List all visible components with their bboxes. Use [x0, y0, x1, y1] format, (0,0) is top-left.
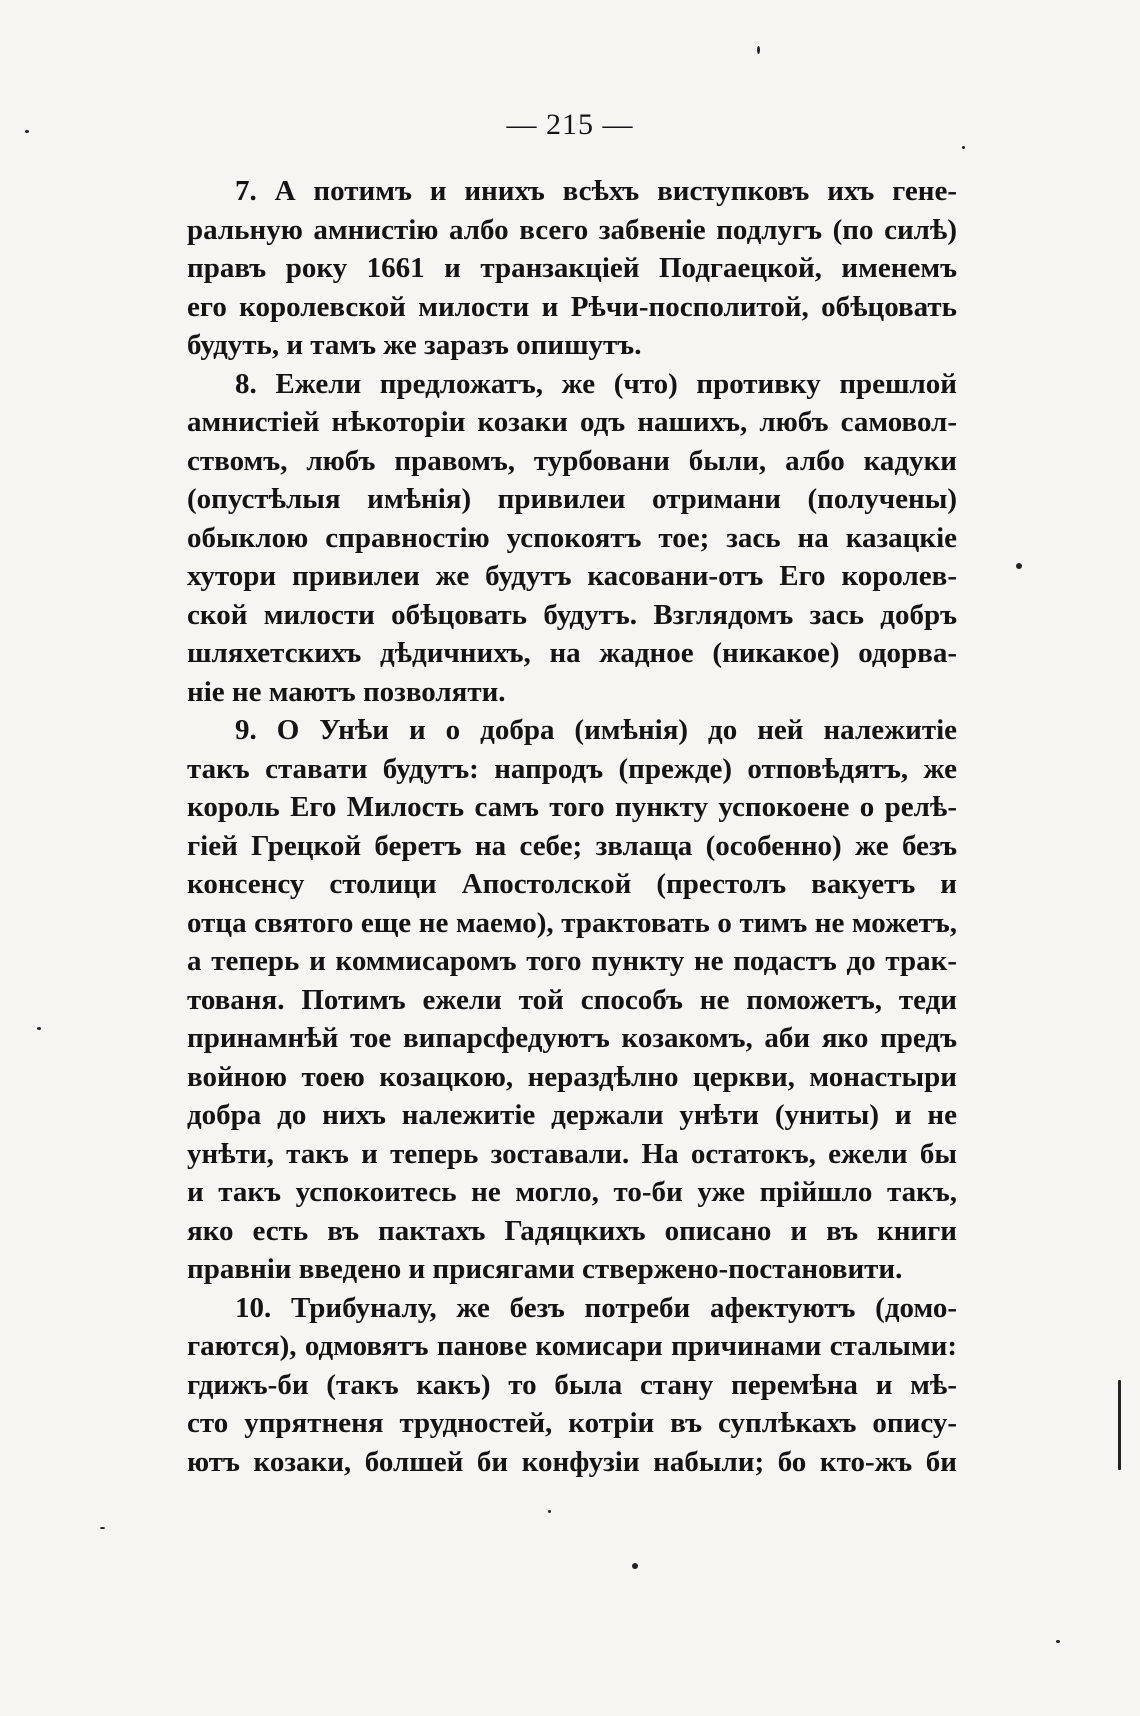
scan-speck: [962, 146, 965, 149]
text-line: тованя. Потимъ ежели той способъ не поможетъ, теди: [187, 983, 957, 1016]
text-line: правніи введено и присягами стверженo-постановити.: [187, 1253, 903, 1285]
text-line: ской милости обѣцовать будутъ. Взглядомъ зась добръ: [187, 598, 957, 631]
text-line: отца святого еще не маемо), трактовать о тимъ не можетъ,: [187, 906, 957, 939]
text-line: а теперь и коммисаромъ того пункту не подастъ до трак-: [187, 945, 957, 977]
text-line: 7. А потимъ и инихъ всѣхъ виступковъ ихъ гене-: [235, 175, 957, 207]
scan-speck: [548, 1510, 551, 1513]
text-line: хутори привилеи же будутъ касовани-отъ Его королев-: [187, 560, 957, 592]
text-line: гіей Грецкой беретъ на себе; звлаща (особенно) же безъ: [187, 829, 957, 862]
text-line: будуть, и тамъ же заразъ опишутъ.: [187, 329, 642, 361]
scan-speck: [37, 1027, 41, 1030]
text-line: такъ ставати будутъ: напродъ (прежде) отповѣдятъ, же: [187, 752, 957, 785]
text-line: добра до нихъ належитіе держали унѣти (униты) и не: [187, 1099, 957, 1131]
text-line: гаются), одмовятъ панове комисари причинами сталыми:: [187, 1330, 957, 1362]
text-line: 8. Ежели предложатъ, же (что) противку прешлой: [235, 367, 957, 400]
text-line: правъ року 1661 и транзакціей Подгаецкой, именемъ: [187, 252, 957, 284]
text-line: шляхетскихъ дѣдичнихъ, на жадное (никакое) одорва-: [187, 637, 957, 669]
scan-speck: [632, 1563, 638, 1569]
text-line: ствомъ, любъ правомъ, турбовани были, албо кадуки: [187, 444, 957, 477]
text-line: 10. Трибуналу, же безъ потреби афектуютъ (домо-: [235, 1291, 957, 1324]
scan-speck: [25, 130, 29, 133]
text-line: амнистіей нѣкоторіи козаки одъ нашихъ, любъ самовол-: [187, 406, 957, 438]
scan-speck: [757, 46, 760, 54]
text-line: обыклою справностію успокоятъ тое; зась на казацкіе: [187, 521, 957, 554]
text-line: войною тоею козацкою, нераздѣлно церкви, монастыри: [187, 1060, 957, 1093]
scan-speck: [1056, 1640, 1060, 1643]
body-text: [187, 172, 957, 1481]
text-line: сто упрятненя трудностей, котріи въ суплѣкахъ опису-: [187, 1407, 957, 1439]
text-line: унѣти, такъ и теперь зоставали. На остатокъ, ежели бы: [187, 1137, 957, 1170]
text-line: (опустѣлыя имѣнія) привилеи отримани (получены): [187, 483, 957, 515]
text-line: консенсу столици Апостолской (престолъ вакуетъ и: [187, 868, 957, 900]
scan-speck: [1016, 563, 1022, 569]
scan-speck: [1118, 1380, 1121, 1470]
text-line: его королевской милости и Рѣчи-посполитой, обѣцовать: [187, 290, 957, 323]
scan-speck: [100, 1527, 105, 1529]
text-line: ніе не маютъ позволяти.: [187, 675, 506, 708]
text-line: яко есть въ пактахъ Гадяцкихъ описано и въ книги: [187, 1214, 957, 1247]
text-line: и такъ успокоитесь не могло, то-би уже прійшло такъ,: [187, 1176, 957, 1208]
page-number: — 215 —: [506, 108, 634, 141]
text-line: 9. О Унѣи и о добра (имѣнія) до ней належитіе: [235, 714, 957, 746]
text-line: гдижъ-би (такъ какъ) то была стану перемѣна и мѣ-: [187, 1368, 957, 1401]
text-line: ютъ козаки, болшей би конфузіи набыли; бо кто-жъ би: [187, 1445, 957, 1478]
text-line: король Его Милость самъ того пункту успокоене о релѣ-: [187, 791, 957, 823]
text-line: принамнѣй тое випарсфедуютъ козакомъ, аби яко предъ: [187, 1022, 957, 1054]
text-line: ральную амнистію албо всего забвеніе подлугъ (по силѣ): [187, 213, 957, 246]
